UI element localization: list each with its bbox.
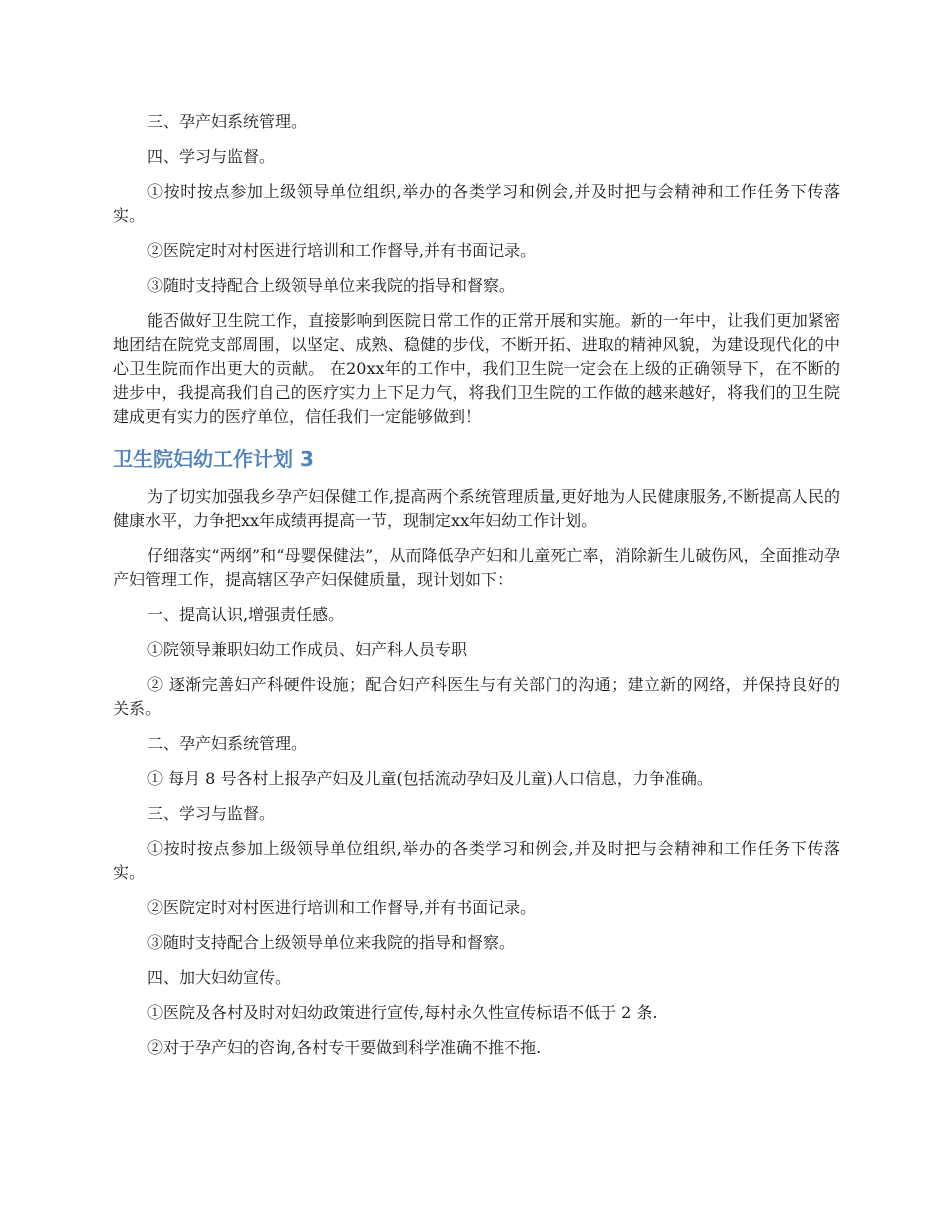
paragraph: 三、学习与监督。 [147, 804, 276, 823]
paragraph: 一、提高认识,增强责任感。 [147, 605, 345, 624]
paragraph: ②对于孕产妇的咨询,各村专干要做到科学准确不推不拖. [147, 1038, 542, 1057]
paragraph: 四、学习与监督。 [147, 147, 276, 166]
paragraph: ②医院定时对村医进行培训和工作督导,并有书面记录。 [147, 241, 537, 260]
paragraph: ① 每月 8 号各村上报孕产妇及儿童(包括流动孕妇及儿童)人口信息，力争准确。 [147, 769, 713, 788]
paragraph: ①按时按点参加上级领导单位组织,举办的各类学习和例会,并及时把与会精神和工作任务下传落实。 [113, 839, 840, 882]
section-heading: 卫生院妇幼工作计划 3 [113, 447, 314, 471]
paragraph: ② 逐渐完善妇产科硬件设施；配合妇产科医生与有关部门的沟通；建立新的网络，并保持良好的关系。 [113, 675, 840, 718]
paragraph: ③随时支持配合上级领导单位来我院的指导和督察。 [147, 933, 516, 952]
paragraph: 四、加大妇幼宣传。 [147, 968, 292, 987]
paragraph: ①院领导兼职妇幼工作成员、妇产科人员专职 [147, 640, 468, 659]
paragraph: ①按时按点参加上级领导单位组织,举办的各类学习和例会,并及时把与会精神和工作任务下传落实。 [113, 182, 840, 225]
paragraph: 能否做好卫生院工作，直接影响到医院日常工作的正常开展和实施。新的一年中，让我们更加紧密地团结在院党支部周围，以坚定、成熟、稳健的步伐，不断开拓、进取的精神风貌，为建设现代化的中心卫生院而作出更大的贡献。 在20xx年的工作中，我们卫生院一定会在上级的正确领导下，在不断的进步中，我提高我们自己的医疗实力上下足力气，将我们卫生院的工作做的越来越好，将我们的卫生院建成更有实力的医疗单位，信任我们一定能够做到！ [113, 311, 840, 426]
document-page [113, 110, 840, 1071]
paragraph: ③随时支持配合上级领导单位来我院的指导和督察。 [147, 276, 516, 295]
paragraph: ②医院定时对村医进行培训和工作督导,并有书面记录。 [147, 898, 537, 917]
paragraph: ①医院及各村及时对妇幼政策进行宣传,每村永久性宣传标语不低于 2 条. [147, 1003, 658, 1022]
paragraph: 仔细落实“两纲”和“母婴保健法”，从而降低孕产妇和儿童死亡率，消除新生儿破伤风，全面推动孕产妇管理工作，提高辖区孕产妇保健质量，现计划如下： [113, 546, 840, 589]
paragraph: 二、孕产妇系统管理。 [147, 734, 308, 753]
paragraph: 三、孕产妇系统管理。 [147, 112, 308, 131]
paragraph: 为了切实加强我乡孕产妇保健工作,提高两个系统管理质量,更好地为人民健康服务,不断提高人民的健康水平，力争把xx年成绩再提高一节，现制定xx年妇幼工作计划。 [113, 487, 840, 530]
